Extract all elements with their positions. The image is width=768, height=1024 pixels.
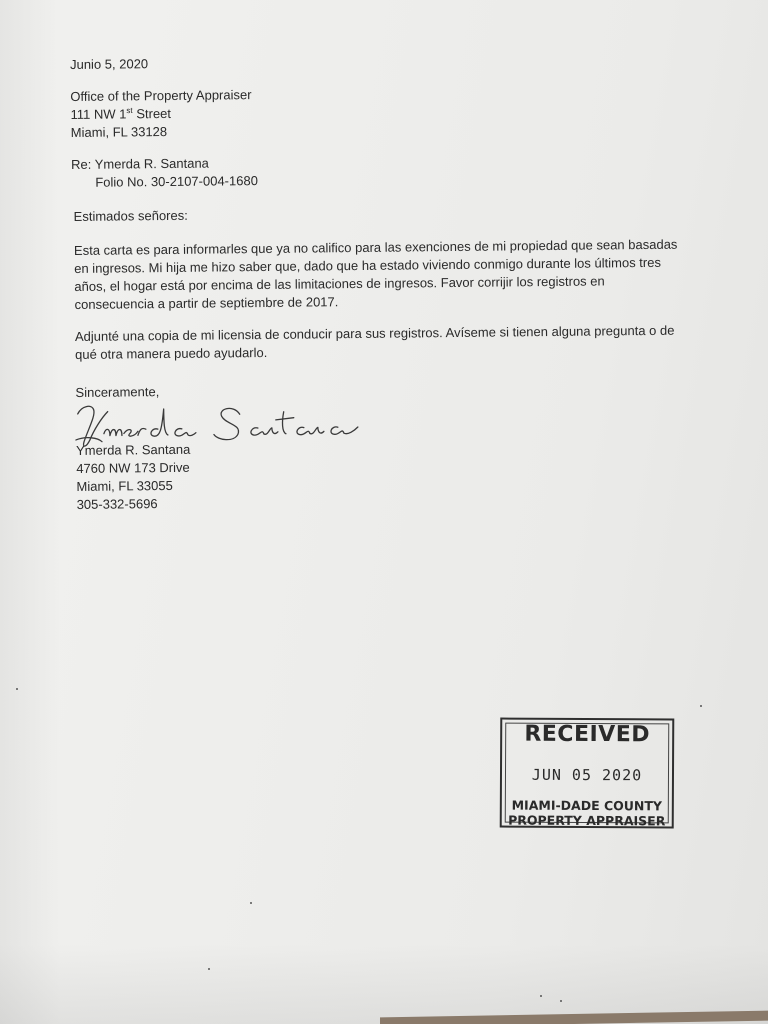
paragraph1-line: años, el hogar está por encima de las limitaciones de ingresos. Favor corrijir los registros en bbox=[74, 273, 605, 294]
paragraph1-line: Esta carta es para informarles que ya no califico para las exenciones de mi propiedad que sean basadas bbox=[73, 236, 678, 258]
closing: Sinceramente, bbox=[75, 384, 160, 400]
stamp-org-line1: MIAMI-DADE COUNTY bbox=[511, 797, 663, 814]
paper-speck bbox=[700, 705, 702, 707]
paragraph2-line: qué otra manera puedo ayudarlo. bbox=[75, 344, 268, 362]
recipient-street-number: 111 NW 1 bbox=[70, 106, 127, 122]
paper-speck bbox=[540, 995, 542, 997]
recipient-street-suffix: st bbox=[126, 106, 133, 116]
received-stamp bbox=[500, 718, 675, 829]
folio-number: Folio No. 30-2107-004-1680 bbox=[95, 173, 258, 190]
sender-street: 4760 NW 173 Drive bbox=[76, 459, 190, 476]
re-line: Re: Ymerda R. Santana bbox=[71, 155, 209, 172]
letter-date: Junio 5, 2020 bbox=[69, 56, 149, 72]
sender-name: Ymerda R. Santana bbox=[76, 441, 191, 458]
recipient-city: Miami, FL 33128 bbox=[70, 123, 168, 140]
paper-speck bbox=[208, 968, 210, 970]
recipient-street-rest: Street bbox=[132, 105, 172, 122]
recipient-street bbox=[70, 105, 171, 124]
paper-speck bbox=[560, 1000, 562, 1002]
stamp-title: RECEIVED bbox=[524, 721, 651, 748]
sender-phone: 305-332-5696 bbox=[76, 496, 158, 512]
paragraph1-line: en ingresos. Mi hija me hizo saber que, dado que ha estado viviendo conmigo durante los últimos tres bbox=[74, 254, 662, 276]
paper-speck bbox=[16, 688, 18, 690]
salutation: Estimados señores: bbox=[73, 207, 188, 224]
paper-speck bbox=[250, 902, 252, 904]
paragraph1-line: consecuencia a partir de septiembre de 2017. bbox=[74, 294, 339, 312]
stamp-organization bbox=[502, 798, 672, 829]
stamp-date: JUN 05 2020 bbox=[531, 765, 643, 785]
paragraph2-line: Adjunté una copia de mi licensia de conducir para sus registros. Avíseme si tienen alguna pregunta o de bbox=[74, 322, 675, 344]
stamp-org-line2: PROPERTY APPRAISER bbox=[508, 812, 666, 829]
sender-city: Miami, FL 33055 bbox=[76, 477, 173, 494]
recipient-name: Office of the Property Appraiser bbox=[70, 87, 252, 104]
